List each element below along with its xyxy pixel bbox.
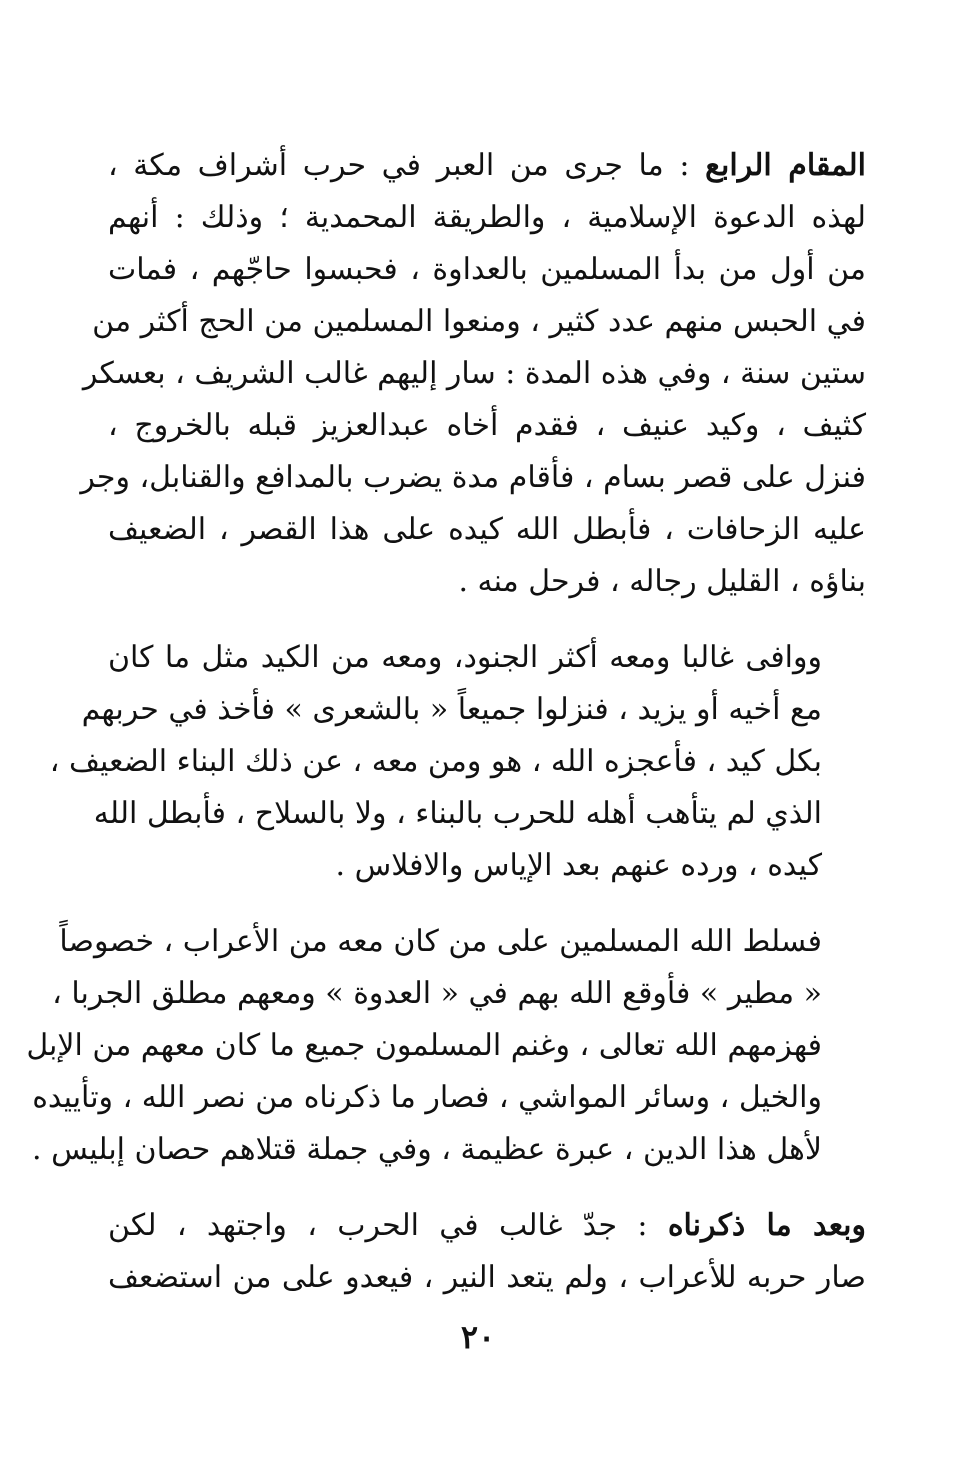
page-body xyxy=(26,140,867,1328)
paragraph-4 xyxy=(108,1200,866,1304)
text-line: بناؤه ، القليل رجاله ، فرحل منه . xyxy=(458,564,866,599)
text-line: عليه الزحافات ، فأبطل الله كيده على هذا القصر ، الضعيف xyxy=(108,512,866,547)
text-line: من أول من بدأ المسلمين بالعداوة ، فحبسوا حاجّهم ، فمات xyxy=(108,252,866,287)
text-line: بكل كيد ، فأعجزه الله ، هو ومن معه ، عن ذلك البناء الضعيف ، xyxy=(49,744,822,779)
text-line: ووافى غالبا ومعه أكثر الجنود، ومعه من الكيد مثل ما كان xyxy=(108,640,822,675)
paragraph-2 xyxy=(49,632,866,892)
text-line: فسلط الله المسلمين على من كان معه من الأعراب ، خصوصاً xyxy=(59,924,822,959)
text-line xyxy=(108,1200,866,1252)
text-line: « مطير » فأوقع الله بهم في « العدوة » ومعهم مطلق الجربا ، xyxy=(52,976,822,1011)
page-number: ٢٠ xyxy=(460,1318,496,1356)
text-line: فهزمهم الله تعالى ، وغنم المسلمون جميع ما كان معهم من الإبل xyxy=(26,1028,822,1063)
text-line: كيده ، ورده عنهم بعد الإياس والافلاس . xyxy=(335,848,822,883)
paragraph-3 xyxy=(26,916,866,1176)
text-line: في الحبس منهم عدد كثير ، ومنعوا المسلمين من الحج أكثر من xyxy=(92,304,866,339)
text-line: الذي لم يتأهب أهله للحرب بالبناء ، ولا بالسلاح ، فأبطل الله xyxy=(93,796,822,831)
text-line: لهذه الدعوة الإسلامية ، والطريقة المحمدية ؛ وذلك : أنهم xyxy=(108,200,866,235)
heading-lead: المقام الرابع xyxy=(705,148,866,183)
text-line: صار حربه للأعراب ، ولم يتعد النير ، فيعدو على من استضعف xyxy=(108,1260,866,1295)
text-run: : جدّ غالب في الحرب ، واجتهد ، لكن xyxy=(108,1208,668,1243)
text-line: فنزل على قصر بسام ، فأقام مدة يضرب بالمدافع والقنابل، وجر xyxy=(80,460,866,495)
text-line: والخيل ، وسائر المواشي ، فصار ما ذكرناه من نصر الله ، وتأييده xyxy=(32,1080,822,1115)
paragraph-1 xyxy=(80,140,866,608)
heading-lead: وبعد ما ذكرناه xyxy=(667,1208,867,1243)
text-line: مع أخيه أو يزيد ، فنزلوا جميعاً « بالشعرى » فأخذ في حربهم xyxy=(81,692,822,727)
text-run: : ما جرى من العبر في حرب أشراف مكة ، xyxy=(108,148,706,183)
text-line: كثيف ، وكيد عنيف ، فقدم أخاه عبدالعزيز قبله بالخروج ، xyxy=(108,408,866,443)
text-line: لأهل هذا الدين ، عبرة عظيمة ، وفي جملة قتلاهم حصان إبليس . xyxy=(32,1132,822,1167)
text-line xyxy=(108,140,866,192)
text-line: ستين سنة ، وفي هذه المدة : سار إليهم غالب الشريف ، بعسكر xyxy=(82,356,866,391)
